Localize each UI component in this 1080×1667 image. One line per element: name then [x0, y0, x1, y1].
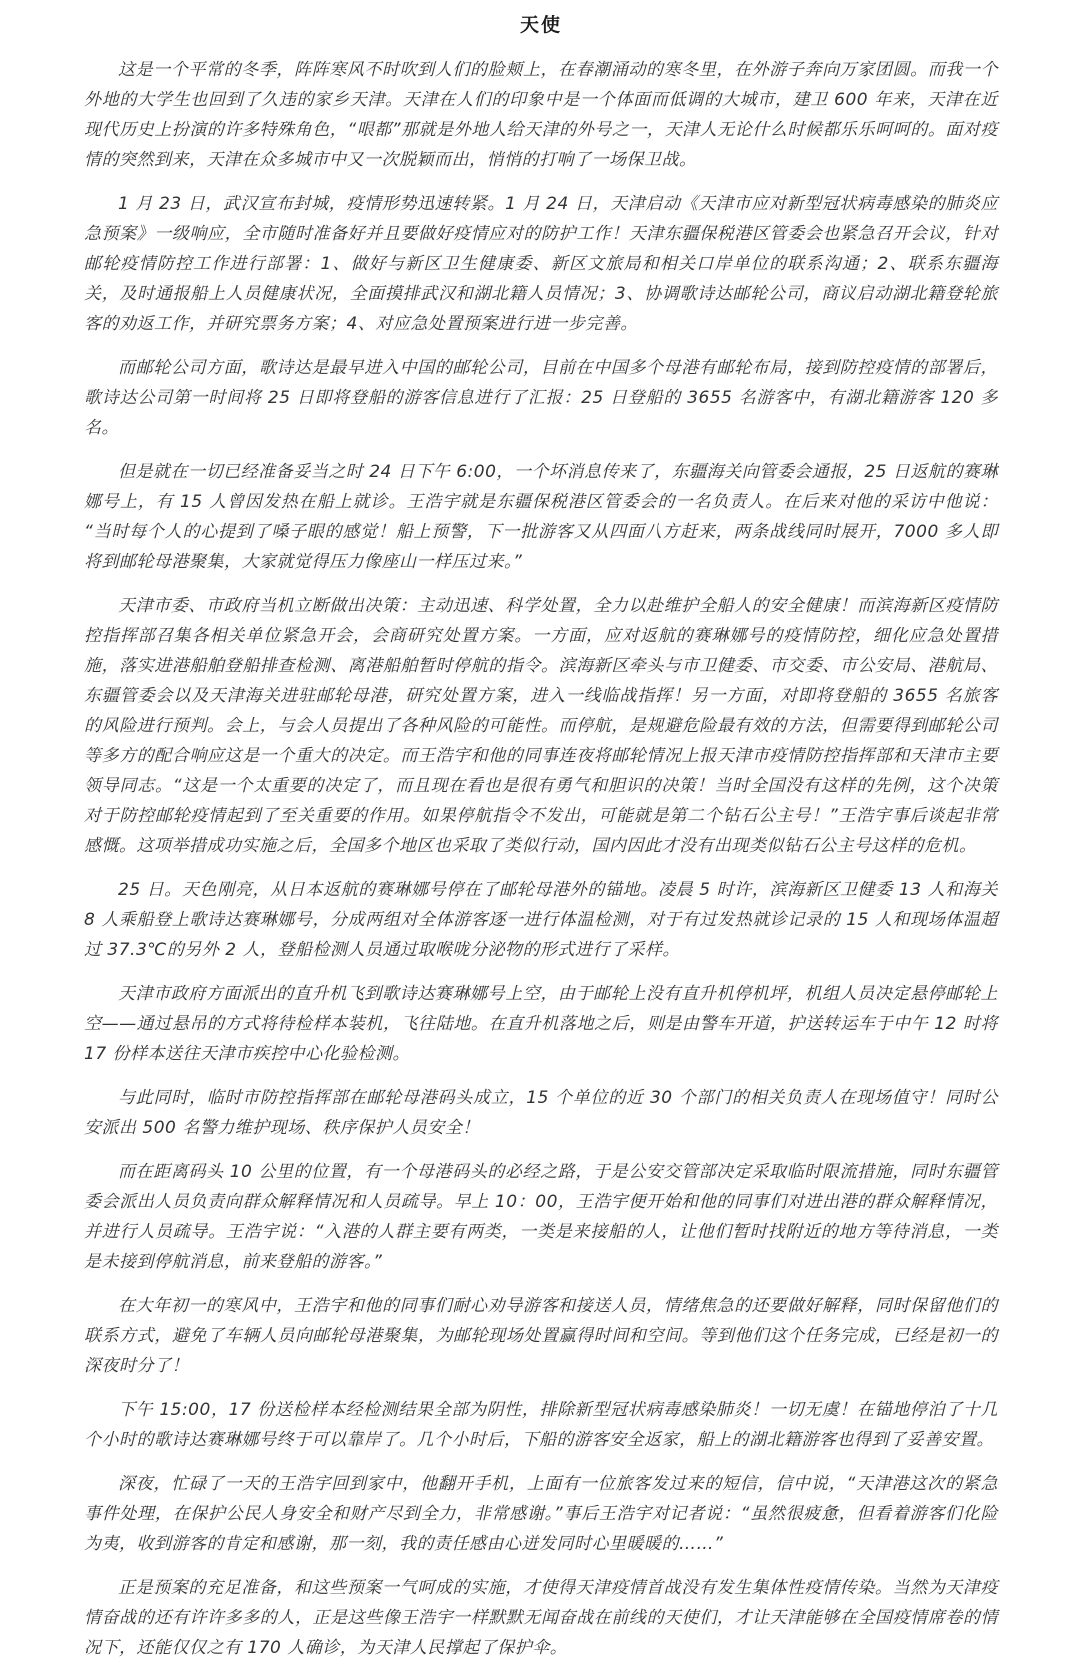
paragraph: 25 日。天色刚亮，从日本返航的赛琳娜号停在了邮轮母港外的锚地。凌晨 5 时许，滨海新区卫健委 13 人和海关 8 人乘船登上歌诗达赛琳娜号，分成两组对全体游客逐一进行体温检测，对于有过发热就诊记录的 15 人和现场体温超过 37.3℃的另外 2 人，登船检测人员通过取喉咙分泌物的形式进行了采样。	[84, 880, 998, 960]
paragraph: 但是就在一切已经准备妥当之时 24 日下午 6:00，一个坏消息传来了，东疆海关向管委会通报，25 日返航的赛琳娜号上，有 15 人曾因发热在船上就诊。王浩宇就是东疆保税港区管委会的一名负责人。在后来对他的采访中他说：“当时每个人的心提到了嗓子眼的感觉！船上预警，下一批游客又从四面八方赶来，两条战线同时展开，7000 多人即将到邮轮母港聚集，大家就觉得压力像座山一样压过来。”	[84, 462, 998, 572]
document-title: 天使	[519, 14, 562, 36]
document-body	[84, 55, 998, 1663]
paragraph: 而在距离码头 10 公里的位置，有一个母港码头的必经之路，于是公安交管部决定采取临时限流措施，同时东疆管委会派出人员负责向群众解释情况和人员疏导。早上 10：00，王浩宇便开始和他的同事们对进出港的群众解释情况，并进行人员疏导。王浩宇说：“入港的人群主要有两类，一类是来接船的人，让他们暂时找附近的地方等待消息，一类是未接到停航消息，前来登船的游客。”	[84, 1162, 998, 1272]
paragraph: 正是预案的充足准备，和这些预案一气呵成的实施，才使得天津疫情首战没有发生集体性疫情传染。当然为天津疫情奋战的还有许许多多的人，正是这些像王浩宇一样默默无闻奋战在前线的天使们，才让天津能够在全国疫情席卷的情况下，还能仅仅之有 170 人确诊，为天津人民撑起了保护伞。	[84, 1578, 998, 1658]
paragraph: 与此同时，临时市防控指挥部在邮轮母港码头成立，15 个单位的近 30 个部门的相关负责人在现场值守！同时公安派出 500 名警力维护现场、秩序保护人员安全！	[84, 1088, 998, 1138]
paragraph: 深夜，忙碌了一天的王浩宇回到家中，他翻开手机，上面有一位旅客发过来的短信，信中说，“天津港这次的紧急事件处理，在保护公民人身安全和财产尽到全力，非常感谢。”事后王浩宇对记者说：“虽然很疲惫，但看着游客们化险为夷，收到游客的肯定和感谢，那一刻，我的责任感由心迸发同时心里暖暖的……”	[84, 1474, 998, 1554]
paragraph: 下午 15:00，17 份送检样本经检测结果全部为阴性，排除新型冠状病毒感染肺炎！一切无虞！在锚地停泊了十几个小时的歌诗达赛琳娜号终于可以靠岸了。几个小时后，下船的游客安全返家，船上的湖北籍游客也得到了妥善安置。	[84, 1400, 998, 1450]
paragraph: 而邮轮公司方面，歌诗达是最早进入中国的邮轮公司，目前在中国多个母港有邮轮布局，接到防控疫情的部署后，歌诗达公司第一时间将 25 日即将登船的游客信息进行了汇报：25 日登船的 3655 名游客中，有湖北籍游客 120 多名。	[84, 358, 998, 438]
paragraph: 这是一个平常的冬季，阵阵寒风不时吹到人们的脸颊上，在春潮涌动的寒冬里，在外游子奔向万家团圆。而我一个外地的大学生也回到了久违的家乡天津。天津在人们的印象中是一个体面而低调的大城市，建卫 600 年来，天津在近现代历史上扮演的许多特殊角色，“哏都”那就是外地人给天津的外号之一，天津人无论什么时候都乐乐呵呵的。面对疫情的突然到来，天津在众多城市中又一次脱颖而出，悄悄的打响了一场保卫战。	[84, 60, 998, 170]
paragraph: 在大年初一的寒风中，王浩宇和他的同事们耐心劝导游客和接送人员，情绪焦急的还要做好解释，同时保留他们的联系方式，避免了车辆人员向邮轮母港聚集，为邮轮现场处置赢得时间和空间。等到他们这个任务完成，已经是初一的深夜时分了！	[84, 1296, 998, 1376]
paragraph: 天津市委、市政府当机立断做出决策：主动迅速、科学处置，全力以赴维护全船人的安全健康！而滨海新区疫情防控指挥部召集各相关单位紧急开会，会商研究处置方案。一方面，应对返航的赛琳娜号的疫情防控，细化应急处置措施，落实进港船舶登船排查检测、离港船舶暂时停航的指令。滨海新区牵头与市卫健委、市交委、市公安局、港航局、东疆管委会以及天津海关进驻邮轮母港，研究处置方案，进入一线临战指挥！另一方面，对即将登船的 3655 名旅客的风险进行预判。会上，与会人员提出了各种风险的可能性。而停航，是规避危险最有效的方法，但需要得到邮轮公司等多方的配合响应这是一个重大的决定。而王浩宇和他的同事连夜将邮轮情况上报天津市疫情防控指挥部和天津市主要领导同志。“这是一个太重要的决定了，而且现在看也是很有勇气和胆识的决策！当时全国没有这样的先例，这个决策对于防控邮轮疫情起到了至关重要的作用。如果停航指令不发出，可能就是第二个钻石公主号！”王浩宇事后谈起非常感慨。这项举措成功实施之后，全国多个地区也采取了类似行动，国内因此才没有出现类似钻石公主号这样的危机。	[84, 596, 998, 856]
paragraph: 天津市政府方面派出的直升机飞到歌诗达赛琳娜号上空，由于邮轮上没有直升机停机坪，机组人员决定悬停邮轮上空——通过悬吊的方式将待检样本装机，飞往陆地。在直升机落地之后，则是由警车开道，护送转运车于中午 12 时将 17 份样本送往天津市疾控中心化验检测。	[84, 984, 998, 1064]
paragraph: 1 月 23 日，武汉宣布封城，疫情形势迅速转紧。1 月 24 日，天津启动《天津市应对新型冠状病毒感染的肺炎应急预案》一级响应，全市随时准备好并且要做好疫情应对的防护工作！天津东疆保税港区管委会也紧急召开会议，针对邮轮疫情防控工作进行部署：1、做好与新区卫生健康委、新区文旅局和相关口岸单位的联系沟通；2、联系东疆海关，及时通报船上人员健康状况，全面摸排武汉和湖北籍人员情况；3、协调歌诗达邮轮公司，商议启动湖北籍登轮旅客的劝返工作，并研究票务方案；4、对应急处置预案进行进一步完善。	[84, 194, 998, 334]
